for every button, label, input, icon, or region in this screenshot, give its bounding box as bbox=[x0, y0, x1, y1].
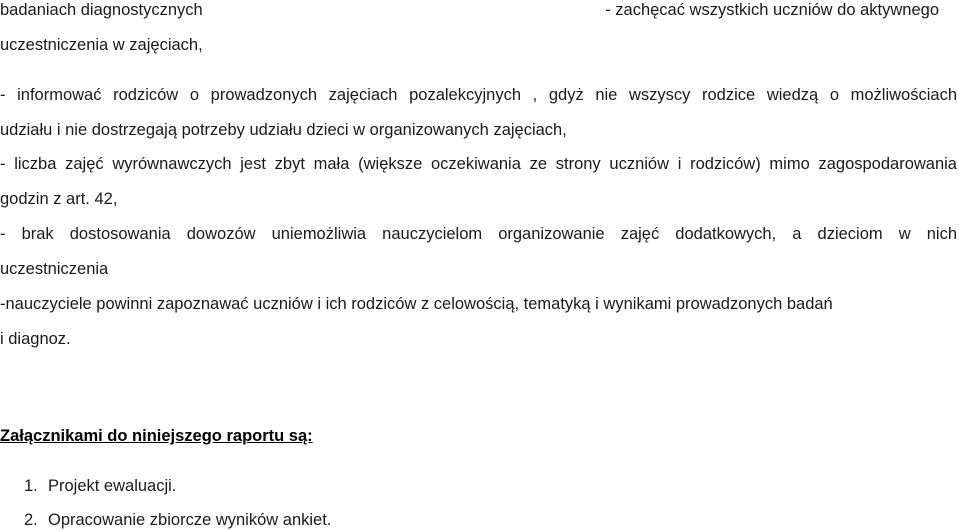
paragraph-informowac-line-1: - informować rodziców o prowadzonych zajęciach pozalekcyjnych , gdyż nie wszyscy rodzice wiedzą o możliwościach bbox=[0, 86, 957, 104]
text-line-uczestniczenia: uczestniczenia w zajęciach, bbox=[0, 36, 203, 54]
paragraph-nauczyciele-line-1: -nauczyciele powinni zapoznawać uczniów i ich rodziców z celowością, tematyką i wynikami prowadzonych badań bbox=[0, 295, 833, 313]
paragraph-liczba-line-2: godzin z art. 42, bbox=[0, 190, 118, 208]
paragraph-brak-line-2: uczestniczenia bbox=[0, 260, 109, 278]
text-line-zachecac: - zachęcać wszystkich uczniów do aktywnego bbox=[605, 1, 939, 19]
attachment-text: Projekt ewaluacji. bbox=[48, 477, 177, 495]
paragraph-liczba-line-1: - liczba zajęć wyrównawczych jest zbyt mała (większe oczekiwania ze strony uczniów i rodziców) mimo zagospodarowania bbox=[0, 155, 957, 173]
text-line-badaniach: badaniach diagnostycznych bbox=[0, 1, 203, 19]
paragraph-nauczyciele-line-2: i diagnoz. bbox=[0, 330, 71, 348]
attachment-item-1 bbox=[24, 476, 176, 496]
paragraph-brak-line-1: - brak dostosowania dowozów uniemożliwia nauczycielom organizowanie zajęć dodatkowych, a dzieciom w nich bbox=[0, 225, 957, 243]
attachment-text: Opracowanie zbiorcze wyników ankiet. bbox=[48, 511, 332, 529]
attachments-heading: Załącznikami do niniejszego raportu są: bbox=[0, 427, 313, 445]
attachment-number: 2. bbox=[24, 511, 38, 529]
attachment-number: 1. bbox=[24, 477, 38, 495]
paragraph-informowac-line-2: udziału i nie dostrzegają potrzeby udziału dzieci w organizowanych zajęciach, bbox=[0, 121, 567, 139]
attachment-item-2 bbox=[24, 510, 331, 530]
